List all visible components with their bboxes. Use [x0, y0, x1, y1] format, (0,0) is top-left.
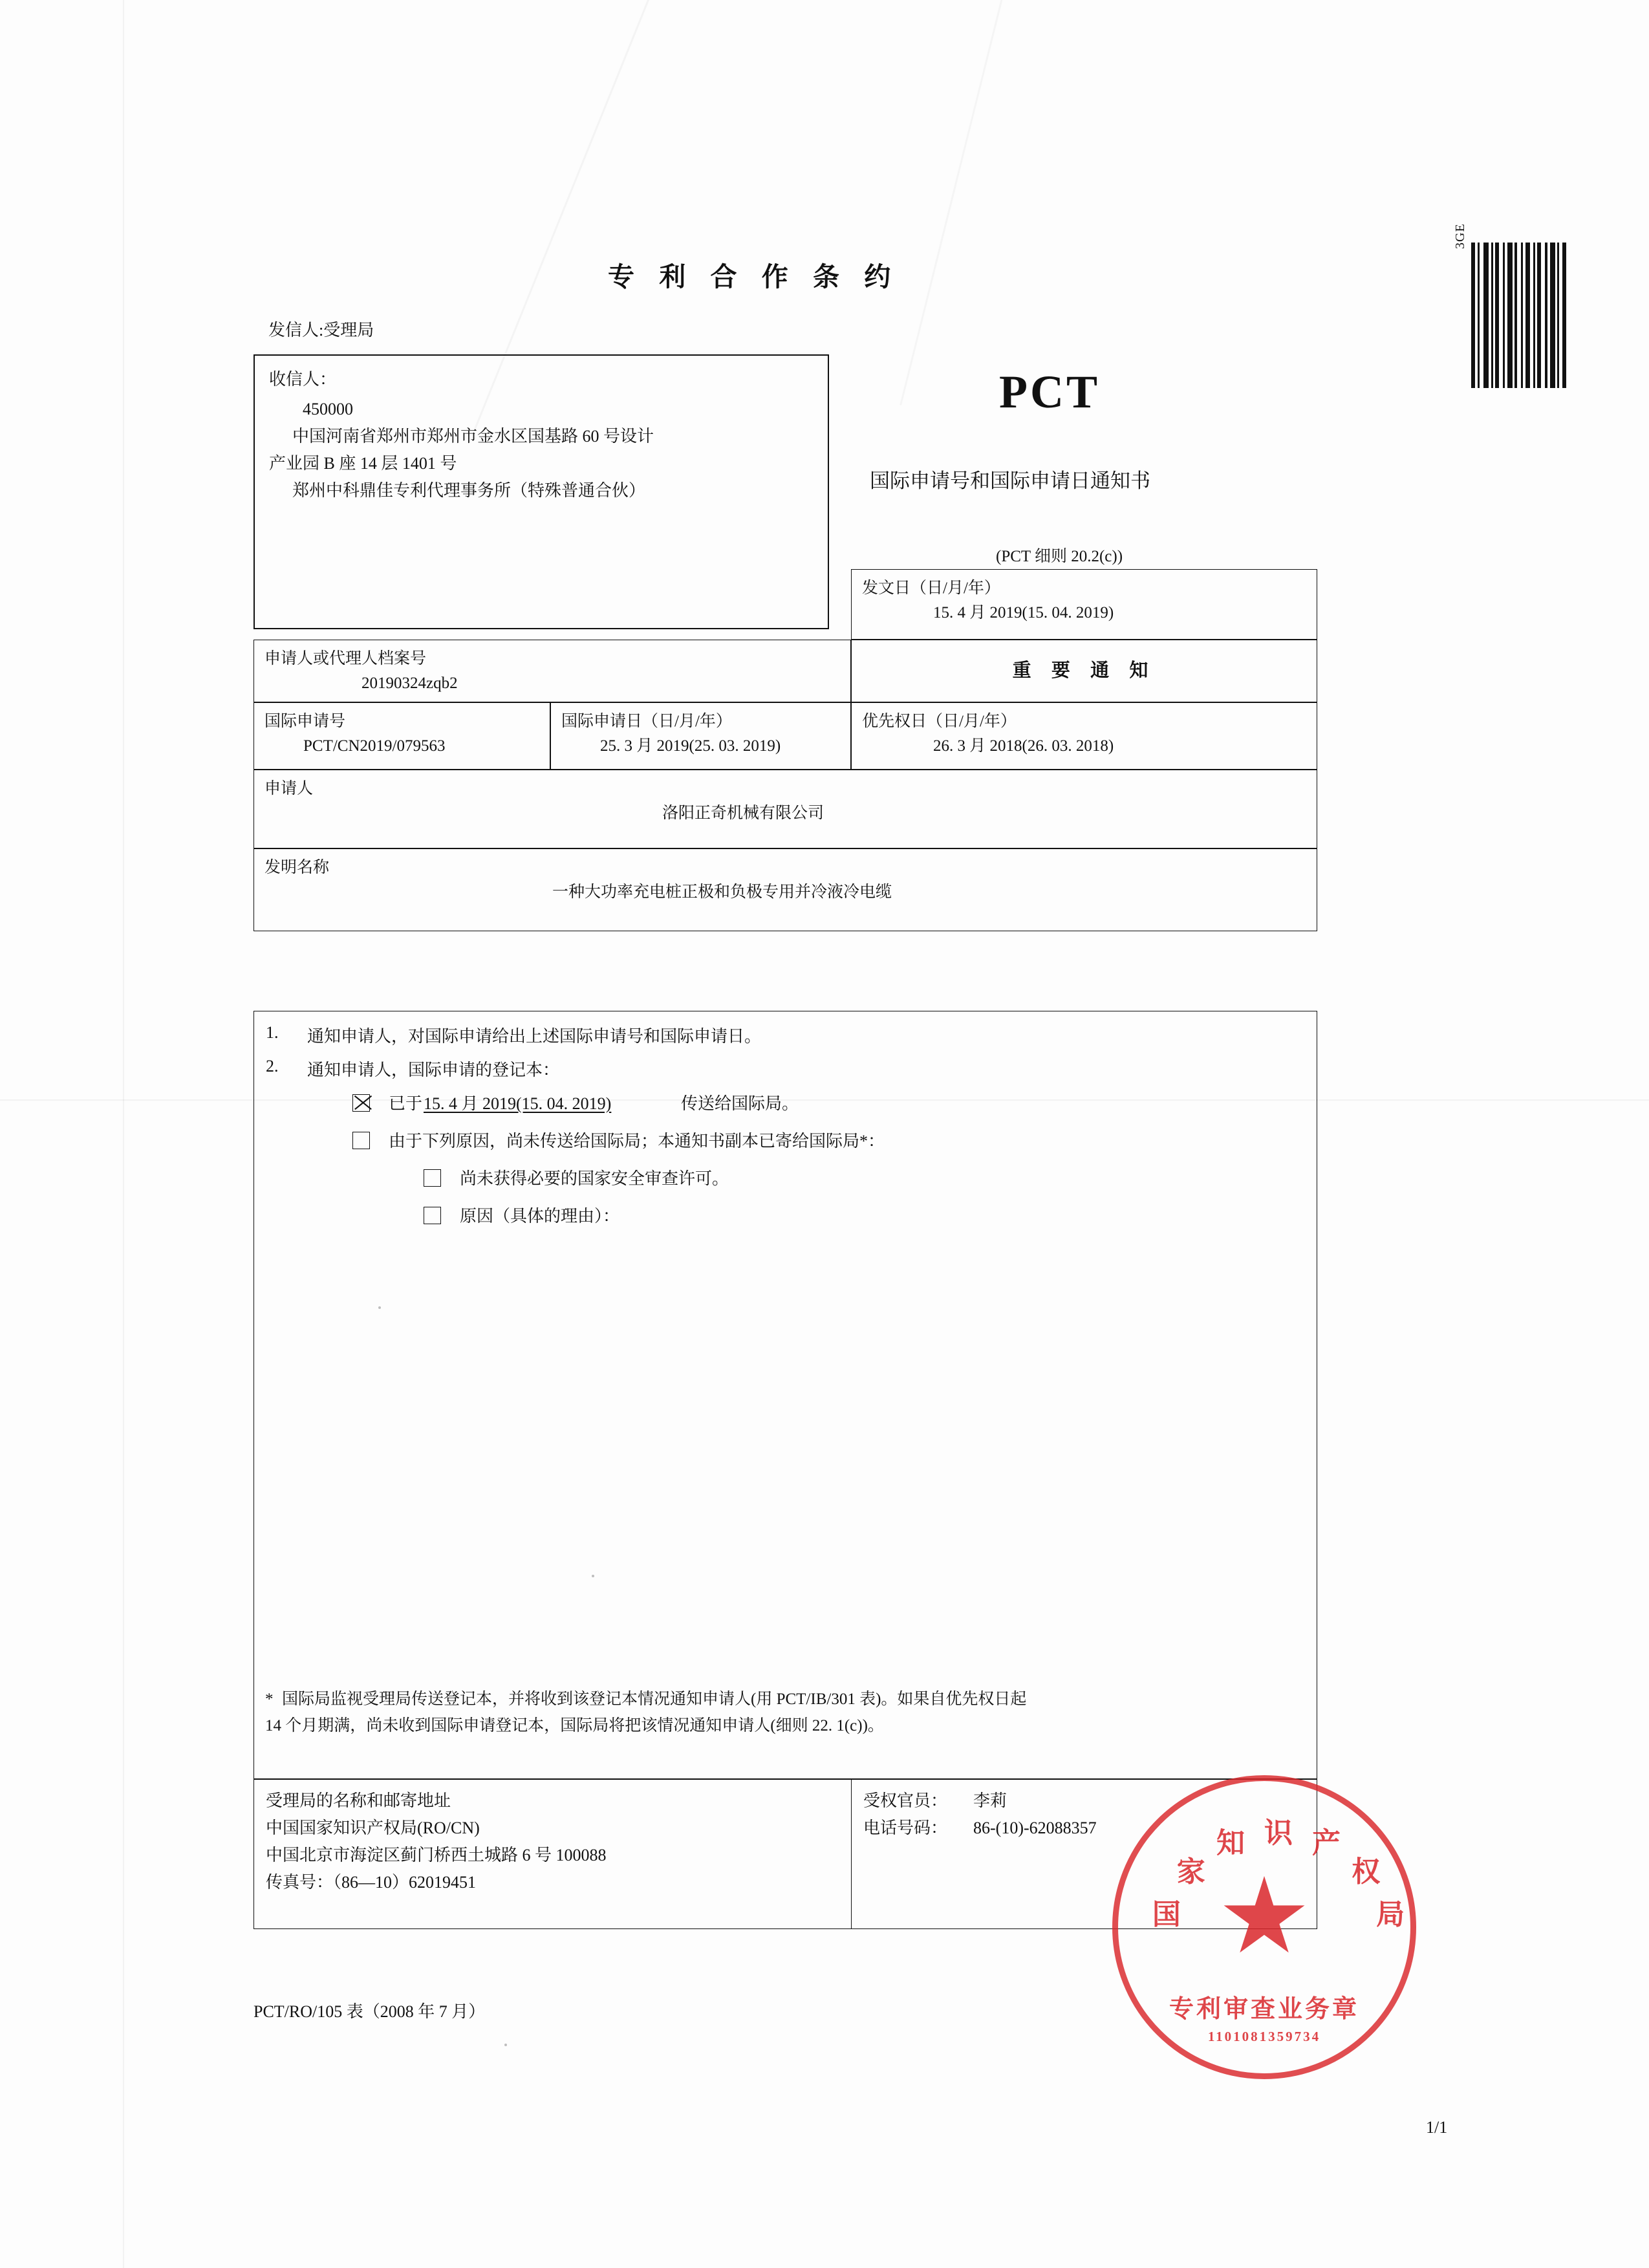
- rule-reference: (PCT 细则 20.2(c)): [996, 548, 1123, 565]
- mailing-date-label: 发文日（日/月/年）: [862, 579, 1000, 597]
- receiving-office-line-1: 中国国家知识产权局(RO/CN): [266, 1819, 480, 1838]
- file-reference-cell: [253, 640, 851, 702]
- notice-body-box: [253, 1011, 1317, 1779]
- receiving-office-box: [253, 1779, 852, 1929]
- scan-speck: [504, 2044, 507, 2046]
- intl-app-no-value: PCT/CN2019/079563: [303, 737, 446, 755]
- mailing-date-value: 15. 4 月 2019(15. 04. 2019): [933, 603, 1114, 621]
- seal-arc-char: 局: [1376, 1898, 1405, 1930]
- officer-row: [863, 1787, 1305, 1815]
- option-1-date: 15. 4 月 2019(15. 04. 2019): [424, 1094, 612, 1113]
- option-1-prefix: 已于: [389, 1094, 423, 1113]
- authorized-officer-box: [851, 1779, 1317, 1929]
- phone-label: 电话号码：: [863, 1819, 948, 1838]
- footnote: [265, 1687, 1306, 1739]
- footnote-line-1: 国际局监视受理局传送登记本，并将收到该登记本情况通知申请人(用 PCT/IB/301 表)。如果自优先权日起: [282, 1690, 1027, 1708]
- file-reference-label: 申请人或代理人档案号: [264, 650, 427, 667]
- mailing-date-cell: [851, 569, 1317, 640]
- phone-row: [863, 1815, 1305, 1842]
- officer-name: 李莉: [973, 1791, 1008, 1810]
- form-code: PCT/RO/105 表（2008 年 7 月）: [253, 2002, 486, 2021]
- footnote-line-2: 14 个月期满，尚未收到国际申请登记本，国际局将把该情况通知申请人(细则 22. 1(c))。: [265, 1716, 884, 1734]
- invention-title-value: 一种大功率充电桩正极和负极专用并冷液冷电缆: [552, 883, 892, 901]
- international-application-number-cell: [253, 702, 550, 770]
- scan-fold-diagonal-2: [900, 0, 1042, 405]
- checkbox-transmitted[interactable]: [352, 1094, 370, 1112]
- intl-app-no-label: 国际申请号: [264, 713, 346, 730]
- seal-arc-char: 识: [1264, 1817, 1293, 1849]
- scan-fold-vertical: [123, 0, 124, 2268]
- addressee-heading: 收信人：: [269, 370, 337, 389]
- applicant-cell: [253, 770, 1317, 848]
- seal-arc-char: 知: [1216, 1827, 1245, 1859]
- important-notice-label: 重 要 通 知: [1012, 660, 1156, 681]
- addressee-address-line-2: 产业园 B 座 14 层 1401 号: [269, 454, 457, 473]
- option-2-text: 由于下列原因，尚未传送给国际局；本通知书副本已寄给国际局*：: [389, 1132, 885, 1150]
- item-2-text: 通知申请人，国际申请的登记本：: [307, 1061, 560, 1079]
- barcode-bars: [1471, 243, 1581, 388]
- addressee-box: [253, 354, 829, 629]
- seal-arc-char: 权: [1352, 1856, 1381, 1888]
- item-1-text: 通知申请人，对国际申请给出上述国际申请号和国际申请日。: [307, 1027, 762, 1046]
- checkbox-security-clearance[interactable]: [424, 1169, 441, 1187]
- applicant-label: 申请人: [264, 780, 314, 797]
- option-2b-text: 原因（具体的理由）：: [460, 1207, 620, 1226]
- receiving-office-line-2: 中国北京市海淀区蓟门桥西土城路 6 号 100088: [266, 1846, 607, 1865]
- seal-arc-char: 产: [1312, 1827, 1341, 1859]
- page-title: 专 利 合 作 条 约: [608, 262, 900, 292]
- barcode-label: 3GE: [1453, 223, 1467, 249]
- applicant-value: 洛阳正奇机械有限公司: [662, 804, 824, 822]
- page-number: 1/1: [1426, 2118, 1448, 2137]
- addressee-address-line-1: 中国河南省郑州市郑州市金水区国基路 60 号设计: [292, 427, 654, 446]
- important-notice-cell: [851, 640, 1317, 702]
- barcode: [1453, 223, 1581, 388]
- priority-date-label: 优先权日（日/月/年）: [862, 713, 1017, 730]
- notice-title: 国际申请号和国际申请日通知书: [870, 470, 1150, 492]
- invention-title-label: 发明名称: [264, 859, 330, 876]
- officer-label: 受权官员：: [863, 1791, 948, 1810]
- option-1-suffix: 传送给国际局。: [681, 1094, 799, 1113]
- international-filing-date-cell: [550, 702, 851, 770]
- option-2a-text: 尚未获得必要的国家安全审查许可。: [460, 1169, 729, 1188]
- intl-filing-date-label: 国际申请日（日/月/年）: [561, 713, 732, 730]
- receiving-office-label: 受理局的名称和邮寄地址: [266, 1791, 451, 1810]
- priority-date-value: 26. 3 月 2018(26. 03. 2018): [933, 737, 1114, 755]
- intl-filing-date-value: 25. 3 月 2019(25. 03. 2019): [600, 737, 781, 755]
- sender-line: 发信人:受理局: [268, 321, 374, 340]
- seal-arc-char: 家: [1176, 1856, 1205, 1888]
- receiving-office-fax: 传真号：（86—10）62019451: [266, 1873, 477, 1892]
- phone-value: 86-(10)-62088357: [973, 1819, 1097, 1838]
- footnote-marker: *: [265, 1690, 274, 1708]
- priority-date-cell: [851, 702, 1317, 770]
- addressee-postal-code: 450000: [303, 400, 353, 419]
- checkbox-other-reason[interactable]: [424, 1207, 441, 1224]
- item-1-number: 1.: [266, 1023, 279, 1042]
- pct-logo-text: PCT: [999, 366, 1100, 418]
- item-2-number: 2.: [266, 1057, 279, 1075]
- seal-arc-char: 国: [1152, 1898, 1181, 1930]
- invention-title-cell: [253, 848, 1317, 931]
- seal-bottom-text: 专利审查业务章: [1169, 1996, 1360, 2023]
- seal-number-text: 1101081359734: [1207, 2029, 1321, 2044]
- addressee-agency: 郑州中科鼎佳专利代理事务所（特殊普通合伙）: [292, 481, 646, 501]
- file-reference-value: 20190324zqb2: [361, 674, 458, 692]
- checkbox-not-transmitted[interactable]: [352, 1132, 370, 1149]
